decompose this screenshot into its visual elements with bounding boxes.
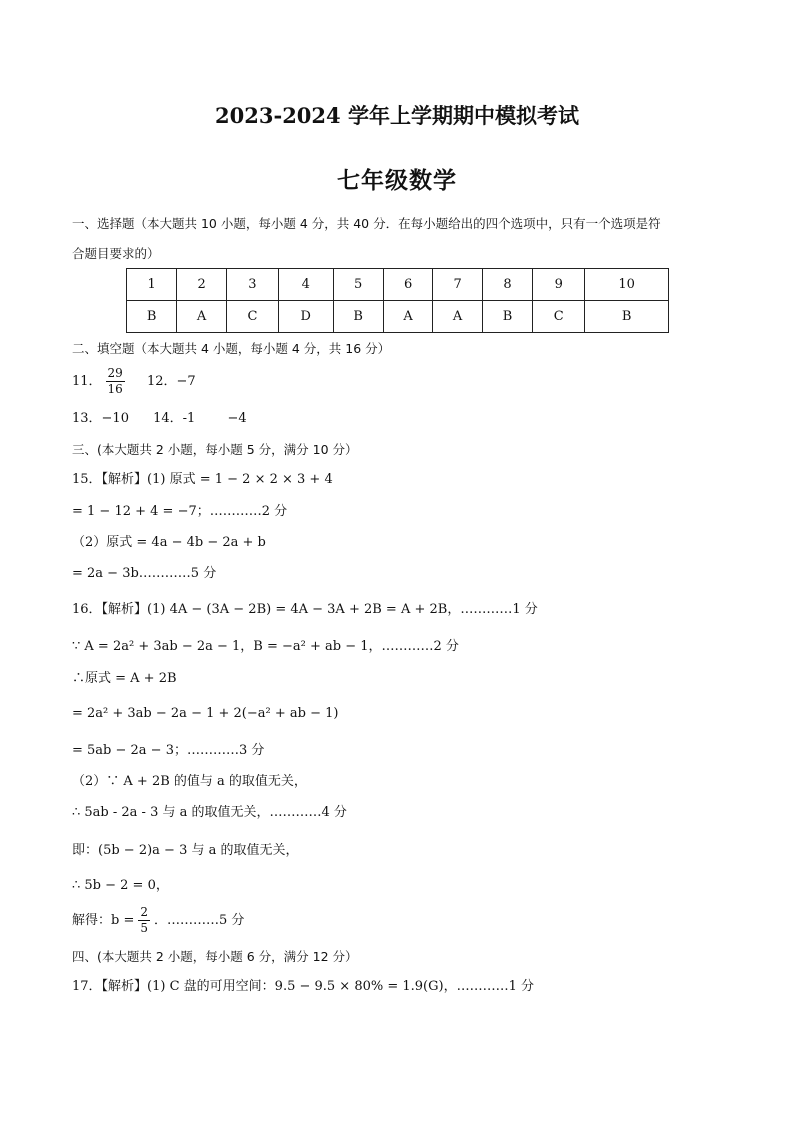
q16-line3: ∴原式 = A + 2B	[72, 671, 177, 686]
q16-line10	[72, 904, 244, 938]
answer-cell: A	[433, 301, 483, 333]
section2-heading: 二、填空题（本大题共 4 小题，每小题 4 分，共 16 分）	[72, 341, 391, 356]
question-number-cell: 10	[585, 269, 669, 301]
question-number-cell: 2	[177, 269, 227, 301]
answer-11-label: 11．	[72, 374, 102, 389]
answer-table-answer-row	[127, 301, 669, 333]
fraction-numerator: 29	[107, 366, 123, 380]
q15-line3: （2）原式 = 4a − 4b − 2a + b	[72, 535, 266, 550]
answer-cell: B	[482, 301, 532, 333]
question-number-cell: 8	[482, 269, 532, 301]
q16-fraction	[138, 905, 150, 936]
answer-11-fraction	[106, 366, 125, 397]
answer-cell: B	[333, 301, 383, 333]
question-number-cell: 4	[279, 269, 333, 301]
answer-cell: B	[127, 301, 177, 333]
answer-cell: C	[533, 301, 585, 333]
q16-line7: ∴ 5ab - 2a - 3 与 a 的取值无关，…………4 分	[72, 805, 347, 820]
answer-cell: A	[177, 301, 227, 333]
section3-heading: 三、(本大题共 2 小题，每小题 5 分，满分 10 分）	[72, 442, 358, 457]
answer-cell: C	[226, 301, 278, 333]
answer-table	[126, 268, 669, 333]
q16-line5: = 5ab − 2a − 3；…………3 分	[72, 743, 265, 758]
q16-line2: ∵ A = 2a² + 3ab − 2a − 1，B = −a² + ab − 1，…………2 分	[72, 639, 459, 654]
q15-line1: 15．【解析】(1) 原式 = 1 − 2 × 2 × 3 + 4	[72, 472, 333, 487]
question-number-cell: 1	[127, 269, 177, 301]
answer-12: 12．−7	[146, 374, 196, 389]
answer-13-14	[72, 410, 247, 428]
section1-heading-line2: 合题目要求的）	[72, 246, 160, 261]
question-number-cell: 9	[533, 269, 585, 301]
question-number-cell: 3	[226, 269, 278, 301]
answer-cell: A	[383, 301, 433, 333]
q16-line1: 16．【解析】(1) 4A − (3A − 2B) = 4A − 3A + 2B = A + 2B，…………1 分	[72, 602, 538, 617]
answer-11-12	[72, 366, 196, 398]
q17-line1: 17．【解析】(1) C 盘的可用空间：9.5 − 9.5 × 80% = 1.9(G)，…………1 分	[72, 979, 534, 994]
fraction-denominator: 5	[140, 921, 148, 935]
section1-heading-line1: 一、选择题（本大题共 10 小题，每小题 4 分，共 40 分．在每小题给出的四个选项中，只有一个选项是符	[72, 216, 661, 231]
fraction-numerator: 2	[140, 905, 148, 919]
q16-solve-prefix: 解得：b =	[72, 913, 135, 928]
exam-title: 2023-2024 学年上学期期中模拟考试	[215, 103, 579, 128]
q15-line4: = 2a − 3b…………5 分	[72, 566, 217, 581]
section4-heading: 四、(本大题共 2 小题，每小题 6 分，满分 12 分）	[72, 949, 358, 964]
q16-line6: （2）∵ A + 2B 的值与 a 的取值无关，	[72, 774, 307, 789]
fraction-denominator: 16	[107, 382, 123, 396]
question-number-cell: 6	[383, 269, 433, 301]
q16-line8: 即：(5b − 2)a − 3 与 a 的取值无关，	[72, 843, 299, 858]
q16-line4: = 2a² + 3ab − 2a − 1 + 2(−a² + ab − 1)	[72, 706, 339, 721]
q15-line2: = 1 − 12 + 4 = −7；…………2 分	[72, 504, 288, 519]
exam-subtitle: 七年级数学	[337, 167, 457, 194]
answer-cell: B	[585, 301, 669, 333]
answer-14-second: −4	[227, 411, 247, 426]
answer-13: 13．−10	[72, 411, 129, 426]
question-number-cell: 7	[433, 269, 483, 301]
answer-cell: D	[279, 301, 333, 333]
answer-14: 14．-1	[153, 411, 196, 426]
q16-line9: ∴ 5b − 2 = 0，	[72, 878, 169, 893]
question-number-cell: 5	[333, 269, 383, 301]
q16-solve-suffix: ．…………5 分	[154, 913, 245, 928]
answer-table-number-row	[127, 269, 669, 301]
